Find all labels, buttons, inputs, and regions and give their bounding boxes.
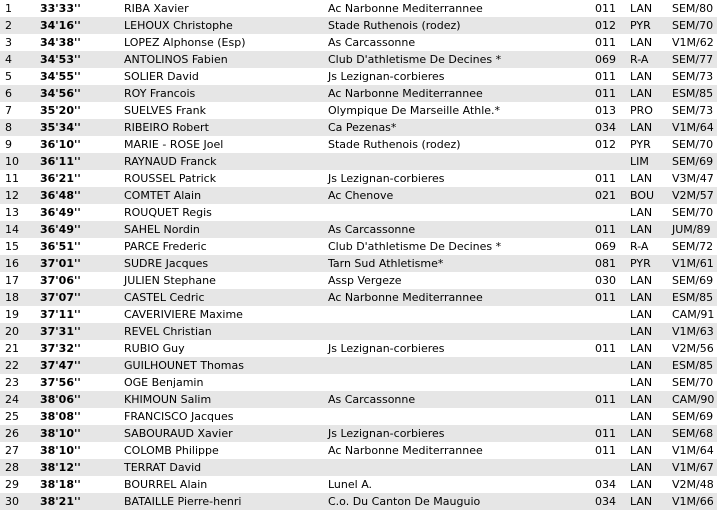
league-cell: LAN [630, 393, 653, 406]
league-cell: LAN [630, 410, 653, 423]
time-cell: 38'18'' [40, 478, 81, 491]
result-row [0, 408, 717, 425]
rank-cell: 20 [5, 325, 19, 338]
league-cell: LAN [630, 495, 653, 508]
department-cell: 011 [595, 444, 616, 457]
department-cell: 012 [595, 138, 616, 151]
result-row [0, 391, 717, 408]
league-cell: R-A [630, 53, 649, 66]
category-cell: V2M/48 [672, 478, 714, 491]
result-row [0, 204, 717, 221]
department-cell: 012 [595, 19, 616, 32]
athlete-name-cell: BOURREL Alain [124, 478, 208, 491]
result-row [0, 238, 717, 255]
department-cell: 034 [595, 495, 616, 508]
category-cell: ESM/85 [672, 87, 714, 100]
rank-cell: 5 [5, 70, 12, 83]
club-cell: Club D'athletisme De Decines * [328, 240, 502, 253]
athlete-name-cell: KHIMOUN Salim [124, 393, 212, 406]
time-cell: 35'20'' [40, 104, 81, 117]
rank-cell: 17 [5, 274, 19, 287]
department-cell: 069 [595, 240, 616, 253]
result-row [0, 51, 717, 68]
category-cell: V1M/63 [672, 325, 714, 338]
rank-cell: 2 [5, 19, 12, 32]
rank-cell: 4 [5, 53, 12, 66]
league-cell: R-A [630, 240, 649, 253]
time-cell: 34'38'' [40, 36, 81, 49]
club-cell: Tarn Sud Athletisme* [328, 257, 444, 270]
result-row [0, 272, 717, 289]
category-cell: SEM/70 [672, 206, 714, 219]
time-cell: 38'21'' [40, 495, 81, 508]
time-cell: 38'10'' [40, 427, 81, 440]
time-cell: 34'16'' [40, 19, 81, 32]
department-cell: 011 [595, 223, 616, 236]
category-cell: CAM/90 [672, 393, 715, 406]
rank-cell: 6 [5, 87, 12, 100]
time-cell: 36'10'' [40, 138, 81, 151]
time-cell: 37'06'' [40, 274, 81, 287]
time-cell: 34'56'' [40, 87, 81, 100]
category-cell: SEM/69 [672, 274, 714, 287]
result-row [0, 306, 717, 323]
athlete-name-cell: COLOMB Philippe [124, 444, 219, 457]
category-cell: SEM/80 [672, 2, 714, 15]
result-row [0, 493, 717, 510]
category-cell: SEM/69 [672, 155, 714, 168]
result-row [0, 153, 717, 170]
league-cell: LAN [630, 325, 653, 338]
result-row [0, 442, 717, 459]
department-cell: 011 [595, 427, 616, 440]
result-row [0, 0, 717, 17]
rank-cell: 11 [5, 172, 19, 185]
league-cell: PRO [630, 104, 653, 117]
athlete-name-cell: LOPEZ Alphonse (Esp) [124, 36, 246, 49]
club-cell: Stade Ruthenois (rodez) [328, 138, 461, 151]
time-cell: 38'12'' [40, 461, 81, 474]
rank-cell: 1 [5, 2, 12, 15]
department-cell: 011 [595, 342, 616, 355]
result-row [0, 187, 717, 204]
athlete-name-cell: REVEL Christian [124, 325, 212, 338]
category-cell: V1M/67 [672, 461, 714, 474]
time-cell: 33'33'' [40, 2, 81, 15]
club-cell: As Carcassonne [328, 223, 416, 236]
time-cell: 37'07'' [40, 291, 81, 304]
club-cell: Ca Pezenas* [328, 121, 397, 134]
athlete-name-cell: CAVERIVIERE Maxime [124, 308, 243, 321]
athlete-name-cell: FRANCISCO Jacques [124, 410, 234, 423]
category-cell: JUM/89 [672, 223, 711, 236]
club-cell: Ac Narbonne Mediterrannee [328, 291, 483, 304]
time-cell: 34'55'' [40, 70, 81, 83]
result-row [0, 136, 717, 153]
club-cell: C.o. Du Canton De Mauguio [328, 495, 481, 508]
time-cell: 37'47'' [40, 359, 81, 372]
athlete-name-cell: SOLIER David [124, 70, 199, 83]
league-cell: LAN [630, 87, 653, 100]
league-cell: LAN [630, 70, 653, 83]
time-cell: 37'01'' [40, 257, 81, 270]
athlete-name-cell: ROUSSEL Patrick [124, 172, 217, 185]
club-cell: Club D'athletisme De Decines * [328, 53, 502, 66]
club-cell: Lunel A. [328, 478, 373, 491]
athlete-name-cell: CASTEL Cedric [124, 291, 205, 304]
athlete-name-cell: OGE Benjamin [124, 376, 204, 389]
category-cell: ESM/85 [672, 359, 714, 372]
department-cell: 011 [595, 36, 616, 49]
athlete-name-cell: BATAILLE Pierre-henri [124, 495, 242, 508]
rank-cell: 8 [5, 121, 12, 134]
athlete-name-cell: RUBIO Guy [124, 342, 185, 355]
result-row [0, 170, 717, 187]
club-cell: Ac Narbonne Mediterrannee [328, 87, 483, 100]
rank-cell: 18 [5, 291, 19, 304]
league-cell: LAN [630, 121, 653, 134]
athlete-name-cell: JULIEN Stephane [124, 274, 216, 287]
time-cell: 36'11'' [40, 155, 81, 168]
result-row [0, 119, 717, 136]
category-cell: V1M/66 [672, 495, 714, 508]
time-cell: 35'34'' [40, 121, 81, 134]
time-cell: 38'06'' [40, 393, 81, 406]
category-cell: V1M/64 [672, 121, 714, 134]
result-row [0, 85, 717, 102]
department-cell: 013 [595, 104, 616, 117]
result-row [0, 357, 717, 374]
category-cell: SEM/68 [672, 427, 714, 440]
department-cell: 011 [595, 2, 616, 15]
league-cell: LIM [630, 155, 649, 168]
rank-cell: 14 [5, 223, 19, 236]
department-cell: 011 [595, 291, 616, 304]
club-cell: Ac Chenove [328, 189, 394, 202]
league-cell: LAN [630, 206, 653, 219]
rank-cell: 26 [5, 427, 19, 440]
league-cell: LAN [630, 172, 653, 185]
athlete-name-cell: ROY Francois [124, 87, 196, 100]
club-cell: As Carcassonne [328, 36, 416, 49]
league-cell: LAN [630, 291, 653, 304]
category-cell: V2M/56 [672, 342, 714, 355]
department-cell: 011 [595, 393, 616, 406]
club-cell: Stade Ruthenois (rodez) [328, 19, 461, 32]
club-cell: Ac Narbonne Mediterrannee [328, 444, 483, 457]
department-cell: 030 [595, 274, 616, 287]
time-cell: 37'11'' [40, 308, 81, 321]
athlete-name-cell: ROUQUET Regis [124, 206, 212, 219]
athlete-name-cell: SUDRE Jacques [124, 257, 209, 270]
time-cell: 38'08'' [40, 410, 81, 423]
department-cell: 021 [595, 189, 616, 202]
department-cell: 081 [595, 257, 616, 270]
department-cell: 069 [595, 53, 616, 66]
time-cell: 36'48'' [40, 189, 81, 202]
league-cell: LAN [630, 36, 653, 49]
athlete-name-cell: MARIE - ROSE Joel [124, 138, 224, 151]
league-cell: PYR [630, 19, 651, 32]
rank-cell: 30 [5, 495, 19, 508]
league-cell: LAN [630, 376, 653, 389]
time-cell: 37'32'' [40, 342, 81, 355]
athlete-name-cell: SAHEL Nordin [124, 223, 200, 236]
category-cell: SEM/73 [672, 70, 714, 83]
category-cell: V2M/57 [672, 189, 714, 202]
league-cell: LAN [630, 444, 653, 457]
league-cell: LAN [630, 308, 653, 321]
category-cell: V1M/62 [672, 36, 714, 49]
athlete-name-cell: RAYNAUD Franck [124, 155, 217, 168]
athlete-name-cell: ANTOLINOS Fabien [124, 53, 228, 66]
club-cell: Ac Narbonne Mediterrannee [328, 2, 483, 15]
category-cell: V1M/61 [672, 257, 714, 270]
category-cell: SEM/70 [672, 138, 714, 151]
rank-cell: 3 [5, 36, 12, 49]
time-cell: 36'51'' [40, 240, 81, 253]
club-cell: Assp Vergeze [328, 274, 402, 287]
league-cell: PYR [630, 257, 651, 270]
athlete-name-cell: SUELVES Frank [124, 104, 206, 117]
category-cell: CAM/91 [672, 308, 715, 321]
rank-cell: 15 [5, 240, 19, 253]
club-cell: Olympique De Marseille Athle.* [328, 104, 501, 117]
league-cell: LAN [630, 359, 653, 372]
result-row [0, 17, 717, 34]
rank-cell: 12 [5, 189, 19, 202]
league-cell: LAN [630, 223, 653, 236]
result-row [0, 476, 717, 493]
category-cell: SEM/69 [672, 410, 714, 423]
rank-cell: 9 [5, 138, 12, 151]
athlete-name-cell: GUILHOUNET Thomas [124, 359, 244, 372]
league-cell: LAN [630, 274, 653, 287]
rank-cell: 7 [5, 104, 12, 117]
result-row [0, 340, 717, 357]
time-cell: 37'56'' [40, 376, 81, 389]
time-cell: 37'31'' [40, 325, 81, 338]
rank-cell: 24 [5, 393, 19, 406]
rank-cell: 27 [5, 444, 19, 457]
result-row [0, 221, 717, 238]
time-cell: 38'10'' [40, 444, 81, 457]
department-cell: 011 [595, 87, 616, 100]
result-row [0, 459, 717, 476]
club-cell: Js Lezignan-corbieres [328, 70, 445, 83]
category-cell: SEM/73 [672, 104, 714, 117]
category-cell: SEM/70 [672, 19, 714, 32]
rank-cell: 16 [5, 257, 19, 270]
league-cell: LAN [630, 427, 653, 440]
rank-cell: 10 [5, 155, 19, 168]
rank-cell: 29 [5, 478, 19, 491]
time-cell: 36'49'' [40, 206, 81, 219]
department-cell: 011 [595, 172, 616, 185]
club-cell: As Carcassonne [328, 393, 416, 406]
department-cell: 034 [595, 478, 616, 491]
result-row [0, 68, 717, 85]
rank-cell: 22 [5, 359, 19, 372]
category-cell: SEM/77 [672, 53, 714, 66]
rank-cell: 13 [5, 206, 19, 219]
category-cell: V1M/64 [672, 444, 714, 457]
athlete-name-cell: COMTET Alain [124, 189, 202, 202]
athlete-name-cell: PARCE Frederic [124, 240, 207, 253]
league-cell: PYR [630, 138, 651, 151]
result-row [0, 255, 717, 272]
department-cell: 034 [595, 121, 616, 134]
department-cell: 011 [595, 70, 616, 83]
category-cell: V3M/47 [672, 172, 714, 185]
league-cell: LAN [630, 478, 653, 491]
category-cell: ESM/85 [672, 291, 714, 304]
athlete-name-cell: LEHOUX Christophe [124, 19, 233, 32]
time-cell: 34'53'' [40, 53, 81, 66]
time-cell: 36'49'' [40, 223, 81, 236]
result-row [0, 425, 717, 442]
rank-cell: 21 [5, 342, 19, 355]
club-cell: Js Lezignan-corbieres [328, 342, 445, 355]
category-cell: SEM/70 [672, 376, 714, 389]
league-cell: LAN [630, 461, 653, 474]
league-cell: LAN [630, 342, 653, 355]
result-row [0, 34, 717, 51]
result-row [0, 374, 717, 391]
athlete-name-cell: RIBEIRO Robert [124, 121, 209, 134]
league-cell: LAN [630, 2, 653, 15]
athlete-name-cell: RIBA Xavier [124, 2, 189, 15]
result-row [0, 102, 717, 119]
club-cell: Js Lezignan-corbieres [328, 427, 445, 440]
rank-cell: 19 [5, 308, 19, 321]
time-cell: 36'21'' [40, 172, 81, 185]
result-row [0, 323, 717, 340]
athlete-name-cell: SABOURAUD Xavier [124, 427, 233, 440]
athlete-name-cell: TERRAT David [124, 461, 202, 474]
rank-cell: 25 [5, 410, 19, 423]
league-cell: BOU [630, 189, 655, 202]
club-cell: Js Lezignan-corbieres [328, 172, 445, 185]
category-cell: SEM/72 [672, 240, 714, 253]
rank-cell: 28 [5, 461, 19, 474]
rank-cell: 23 [5, 376, 19, 389]
result-row [0, 289, 717, 306]
